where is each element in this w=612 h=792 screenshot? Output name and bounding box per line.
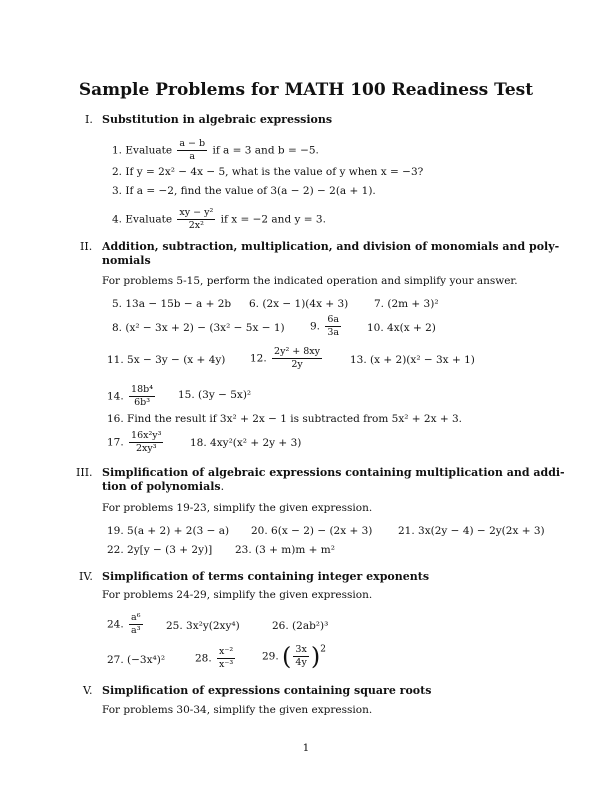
problem-9-label: 9. — [310, 320, 321, 333]
problem-20: 20. 6(x − 2) − (2x + 3) — [251, 525, 373, 537]
problem-29: 29. ( $\frac{3x}{4y}$ )2 — [262, 642, 326, 671]
section-2-title-line2: nomials — [102, 254, 151, 267]
problem-1-num: a − b — [179, 138, 206, 149]
problem-26: 26. (2ab²)³ — [272, 620, 329, 632]
section-5-number: V. — [83, 684, 93, 697]
problem-8: 8. (x² − 3x + 2) − (3x² − 5x − 1) — [112, 322, 285, 334]
problem-28-den: x⁻³ — [219, 659, 234, 670]
problem-6: 6. (2x − 1)(4x + 3) — [249, 298, 349, 310]
problem-2: 2. If y = 2x² − 4x − 5, what is the value of y when x = −3? — [112, 166, 424, 178]
problem-27: 27. (−3x⁴)² — [107, 654, 166, 666]
problem-14-fraction — [129, 384, 155, 409]
section-4-title: Simplification of terms containing integer exponents — [102, 570, 430, 583]
problem-13: 13. (x + 2)(x² − 3x + 1) — [350, 354, 475, 366]
problem-1-fraction — [177, 138, 207, 163]
problem-14 — [107, 384, 157, 409]
problem-24-label: 24. — [107, 618, 124, 631]
problem-4-post: if x = −2 and y = 3. — [220, 213, 326, 226]
problem-17 — [107, 430, 165, 455]
page-title: Sample Problems for MATH 100 Readiness Test — [78, 80, 534, 100]
page-number: 1 — [302, 742, 310, 754]
problem-12-label: 12. — [250, 352, 267, 365]
section-3-intro: For problems 19-23, simplify the given expression. — [102, 502, 373, 514]
problem-4-fraction — [177, 207, 215, 232]
problem-29-exponent: 2 — [320, 644, 326, 655]
problem-25: 25. 3x²y(2xy⁴) — [166, 620, 240, 632]
problem-28-label: 28. — [195, 652, 212, 665]
section-4-intro: For problems 24-29, simplify the given expression. — [102, 589, 373, 601]
problem-17-den: 2xy³ — [135, 443, 157, 454]
problem-28-num: x⁻² — [219, 646, 234, 657]
problem-14-den: 6b³ — [134, 397, 150, 408]
section-5-intro: For problems 30-34, simplify the given expression. — [102, 704, 373, 716]
problem-1 — [112, 138, 319, 163]
problem-10: 10. 4x(x + 2) — [367, 322, 436, 334]
problem-21: 21. 3x(2y − 4) − 2y(2x + 3) — [398, 525, 545, 537]
problem-14-label: 14. — [107, 390, 124, 403]
problem-12-den: 2y — [291, 359, 303, 370]
problem-28 — [195, 646, 237, 671]
problem-3: 3. If a = −2, find the value of 3(a − 2) − 2(a + 1). — [112, 185, 376, 197]
problem-4-num: xy − y² — [179, 207, 214, 218]
problem-1-den: a — [189, 151, 196, 162]
problem-4-den: 2x² — [188, 220, 204, 231]
problem-24-num: a⁶ — [131, 612, 141, 623]
problem-11: 11. 5x − 3y − (x + 4y) — [107, 354, 226, 366]
problem-24-den: a³ — [131, 625, 141, 636]
problem-22: 22. 2y[y − (3 + 2y)] — [107, 544, 213, 556]
problem-4-pre: 4. Evaluate — [112, 213, 173, 226]
problem-29-label: 29. — [262, 650, 279, 663]
problem-19: 19. 5(a + 2) + 2(3 − a) — [107, 525, 230, 537]
section-2-number: II. — [80, 240, 93, 253]
section-3-title-line1: Simplification of algebraic expressions containing multiplication and addi- — [102, 466, 565, 479]
section-1-number: I. — [85, 113, 93, 126]
problem-17-num: 16x²y³ — [131, 430, 162, 441]
problem-12 — [250, 346, 324, 371]
problem-16: 16. Find the result if 3x² + 2x − 1 is subtracted from 5x² + 2x + 3. — [107, 413, 463, 425]
section-2-intro: For problems 5-15, perform the indicated operation and simplify your answer. — [102, 275, 518, 287]
problem-4 — [112, 207, 326, 232]
problem-9-num: 6a — [327, 314, 340, 325]
problem-1-post: if a = 3 and b = −5. — [212, 144, 319, 157]
problem-1-pre: 1. Evaluate — [112, 144, 173, 157]
problem-9-den: 3a — [327, 327, 340, 338]
problem-5: 5. 13a − 15b − a + 2b — [112, 298, 232, 310]
problem-7: 7. (2m + 3)² — [374, 298, 439, 310]
problem-29-fraction — [293, 644, 308, 669]
problem-23: 23. (3 + m)m + m² — [235, 544, 335, 556]
section-1-title: Substitution in algebraic expressions — [102, 113, 333, 126]
problem-9 — [310, 314, 343, 339]
section-3-title-line2-text: tion of polynomials — [102, 480, 221, 493]
section-3-number: III. — [76, 466, 93, 479]
problem-17-fraction — [129, 430, 163, 455]
problem-24 — [107, 612, 145, 637]
problem-17-label: 17. — [107, 436, 124, 449]
section-5-title: Simplification of expressions containing square roots — [102, 684, 432, 697]
problem-12-fraction — [272, 346, 322, 371]
problem-24-fraction — [129, 612, 142, 637]
problem-14-num: 18b⁴ — [131, 384, 154, 395]
section-4-number: IV. — [79, 570, 93, 583]
problem-15: 15. (3y − 5x)² — [178, 389, 252, 401]
problem-9-fraction — [325, 314, 341, 339]
section-2-title-line1: Addition, subtraction, multiplication, and division of monomials and poly- — [102, 240, 560, 253]
section-3-title-line2: tion of polynomials. — [102, 480, 225, 493]
problem-29-den: 4y — [295, 657, 307, 668]
problem-18: 18. 4xy²(x² + 2y + 3) — [190, 437, 302, 449]
problem-28-fraction — [217, 646, 235, 671]
problem-12-num: 2y² + 8xy — [274, 346, 321, 357]
problem-29-num: 3x — [293, 644, 308, 657]
